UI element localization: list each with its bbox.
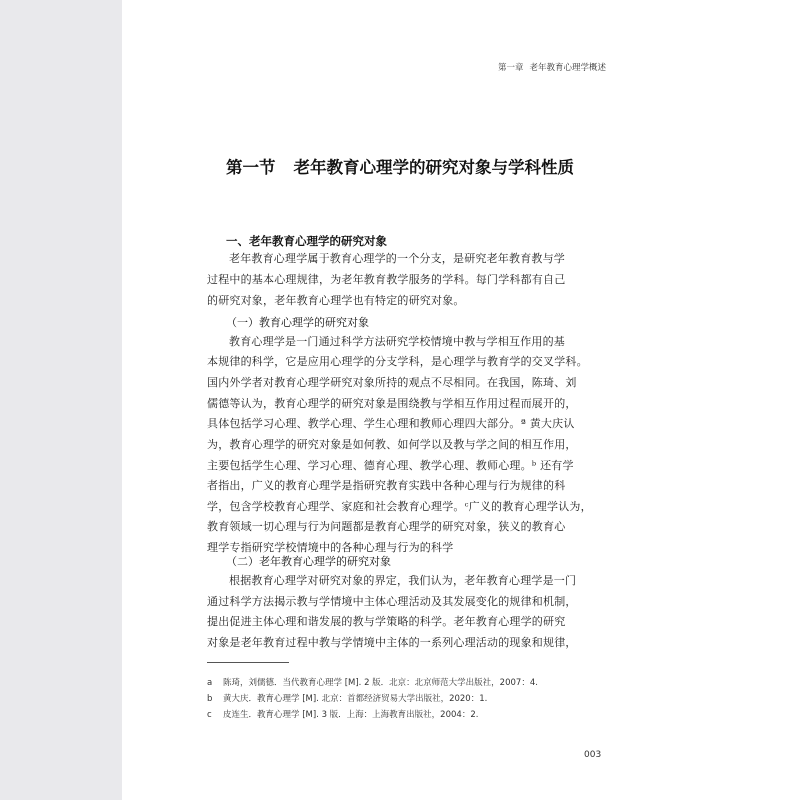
text-line: 教育心理学是一门通过科学方法研究学校情境中教与学相互作用的基 (229, 335, 565, 348)
footnote-text: 皮连生．教育心理学 [M]. 3 版．上海：上海教育出版社，2004：2. (223, 710, 479, 720)
footnote-text: 陈琦，刘儒德．当代教育心理学 [M]. 2 版．北京：北京师范大学出版社，2007：4. (223, 678, 538, 688)
subheading-elder-edu-psych: （二）老年教育心理学的研究对象 (226, 555, 391, 568)
footnote-mark: b (207, 694, 213, 704)
footnote-text: 黄大庆．教育心理学 [M]. 北京：首都经济贸易大学出版社，2020：1. (223, 694, 488, 704)
text-line: 国内外学者对教育心理学研究对象所持的观点不尽相同。在我国，陈琦、刘 (207, 376, 577, 389)
text-line: 理学专指研究学校情境中的各种心理与行为的科学 (207, 541, 454, 554)
text-line: 具体包括学习心理、教学心理、学生心理和教师心理四大部分。ª 黄大庆认 (207, 417, 575, 430)
footnote-b (207, 692, 487, 704)
footnote-a (207, 676, 538, 688)
section-title-text: 老年教育心理学的研究对象与学科性质 (293, 158, 574, 177)
text-line: 过程中的基本心理规律，为老年教育教学服务的学科。每门学科都有自己 (207, 273, 566, 286)
text-line: 老年教育心理学属于教育心理学的一个分支，是研究老年教育教与学 (229, 252, 565, 265)
text-line: 者指出，广义的教育心理学是指研究教育实践中各种心理与行为规律的科 (207, 479, 566, 492)
section-number: 第一节 (226, 158, 276, 177)
footnote-mark: c (207, 710, 212, 720)
text-line: 主要包括学生心理、学习心理、德育心理、教学心理、教师心理。ᵇ 还有学 (207, 459, 574, 472)
text-line: 的研究对象，老年教育心理学也有特定的研究对象。 (207, 294, 465, 307)
text-line: 教育领域一切心理与行为问题都是教育心理学的研究对象，狭义的教育心 (207, 520, 566, 533)
text-line: 提出促进主体心理和谐发展的教与学策略的科学。老年教育心理学的研究 (207, 615, 566, 628)
footnote-divider (207, 662, 289, 663)
page-number: 003 (584, 750, 602, 760)
header-chapter-title: 老年教育心理学概述 (529, 63, 606, 73)
footnote-mark: a (207, 678, 213, 688)
running-header (492, 61, 606, 73)
text-line: 学，包含学校教育心理学、家庭和社会教育心理学。ᶜ广义的教育心理学认为， (207, 500, 592, 513)
text-line: 通过科学方法揭示教与学情境中主体心理活动及其发展变化的规律和机制， (207, 595, 577, 608)
text-line: 根据教育心理学对研究对象的界定，我们认为，老年教育心理学是一门 (229, 574, 577, 587)
text-line: 儒德等认为，教育心理学的研究对象是围绕教与学相互作用过程而展开的， (207, 397, 577, 410)
footnote-c (207, 708, 478, 720)
text-line: 本规律的科学，它是应用心理学的分支学科，是心理学与教育学的交叉学科。 (207, 355, 588, 368)
header-chapter: 第一章 (497, 63, 524, 73)
text-line: 对象是老年教育过程中教与学情境中主体的一系列心理活动的现象和规律， (207, 636, 577, 649)
subheading-edu-psych: （一）教育心理学的研究对象 (226, 316, 369, 329)
text-line: 为，教育心理学的研究对象是如何教、如何学以及教与学之间的相互作用， (207, 438, 577, 451)
section-title (0, 154, 800, 178)
book-spine-margin (0, 0, 122, 800)
heading-research-object: 一、老年教育心理学的研究对象 (226, 234, 387, 248)
